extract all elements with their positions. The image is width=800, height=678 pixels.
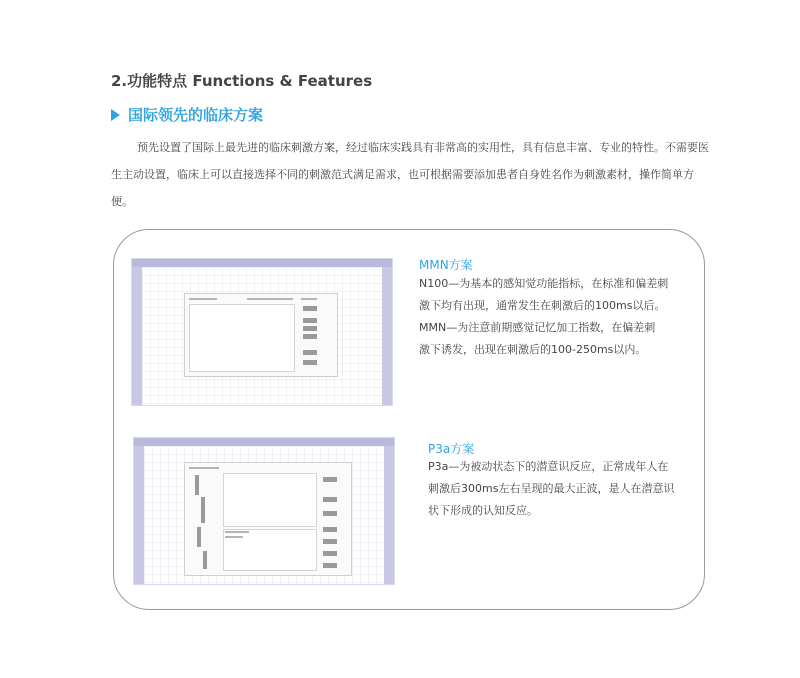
mmn-scheme-description [419, 273, 668, 361]
section-title: 2.功能特点 Functions & Features [111, 72, 373, 90]
mmn-scheme-title: MMN方案 [419, 258, 473, 272]
screenshot-right-panel [382, 267, 392, 405]
p3a-line-2: 刺激后300ms左右呈现的最大正波，是人在潜意识 [428, 482, 675, 495]
subheading [111, 104, 263, 125]
mmn-settings-dialog [184, 293, 338, 377]
p3a-line-1: P3a—为被动状态下的潜意识反应，正常成年人在 [428, 460, 669, 473]
screenshot-titlebar [132, 259, 392, 267]
subheading-text: 国际领先的临床方案 [128, 106, 264, 124]
triangle-bullet-icon [111, 109, 120, 121]
p3a-scheme-description [428, 456, 674, 522]
p3a-settings-dialog [184, 462, 352, 576]
screenshot-left-panel [132, 267, 142, 405]
p3a-line-3: 状下形成的认知反应。 [428, 504, 538, 517]
mmn-line-4: 激下诱发，出现在刺激后的100-250ms以内。 [419, 343, 647, 356]
mmn-line-3: MMN—为注意前期感觉记忆加工指数，在偏差刺 [419, 321, 656, 334]
p3a-software-screenshot [133, 437, 395, 585]
screenshot-left-panel [134, 446, 144, 584]
intro-paragraph: 预先设置了国际上最先进的临床刺激方案，经过临床实践具有非常高的实用性，具有信息丰富、专业的特性。不需要医生主动设置，临床上可以直接选择不同的刺激范式满足需求，也可根据需要添加患者自身姓名作为刺激素材，操作简单方便。 [111, 141, 709, 208]
mmn-line-1: N100—为基本的感知觉功能指标，在标准和偏差刺 [419, 277, 669, 290]
screenshot-right-panel [384, 446, 394, 584]
mmn-software-screenshot [131, 258, 393, 406]
p3a-scheme-title: P3a方案 [428, 442, 475, 456]
screenshot-titlebar [134, 438, 394, 446]
mmn-line-2: 激下均有出现，通常发生在刺激后的100ms以后。 [419, 299, 666, 312]
